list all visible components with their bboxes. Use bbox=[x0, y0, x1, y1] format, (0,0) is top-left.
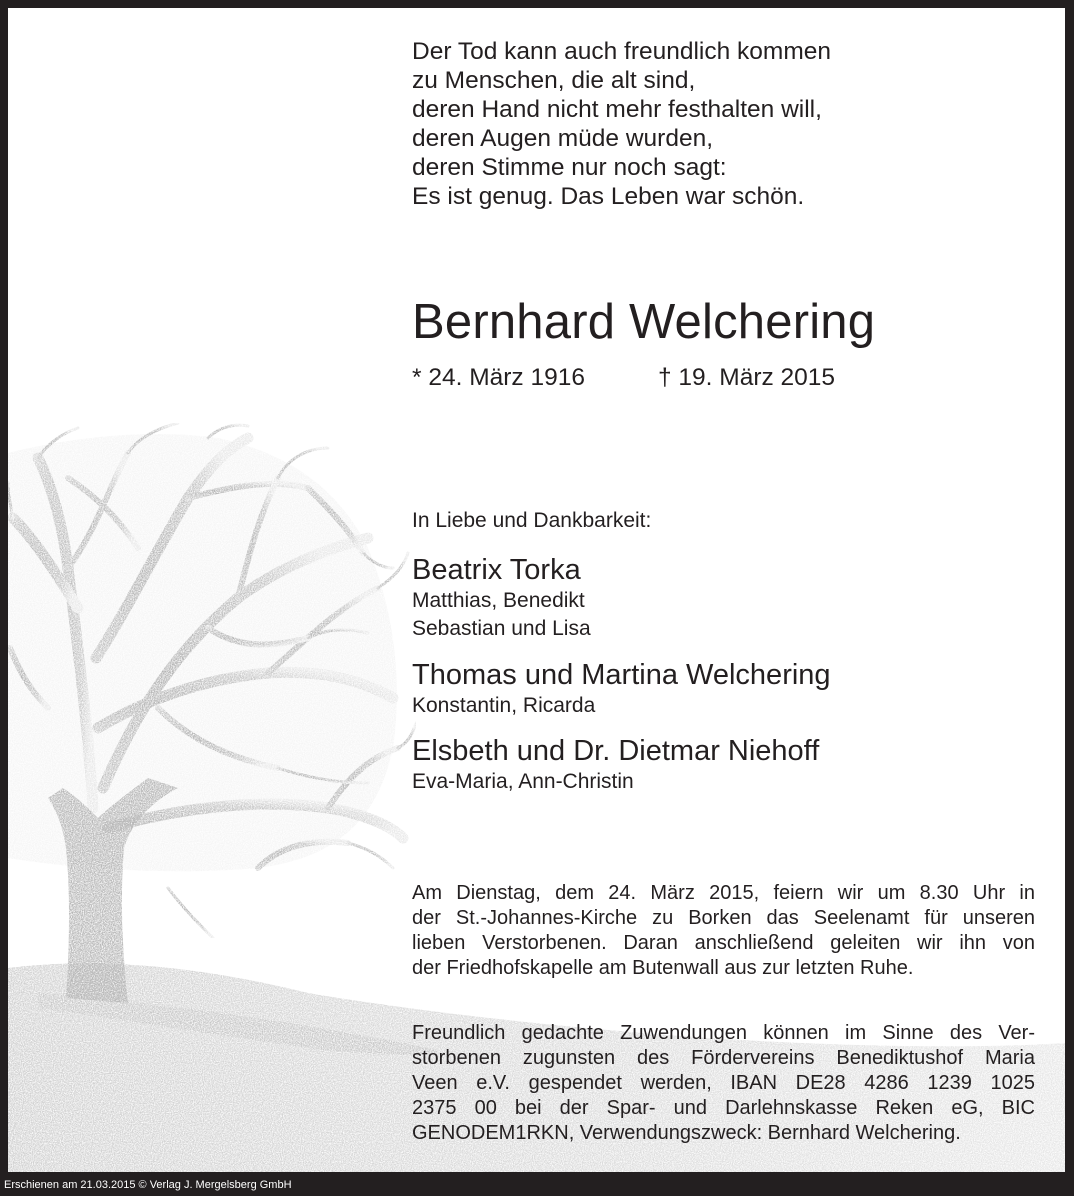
birth-date: * 24. März 1916 bbox=[412, 364, 585, 391]
mourner-family bbox=[412, 734, 819, 796]
poem-line: deren Stimme nur noch sagt: bbox=[412, 154, 727, 181]
poem-line: zu Menschen, die alt sind, bbox=[412, 67, 696, 94]
mourner-family bbox=[412, 553, 591, 643]
donation-line: storbenen zugunsten des Fördervereins Benediktushof Maria bbox=[412, 1047, 1035, 1069]
publication-caption: Erschienen am 21.03.2015 © Verlag J. Mergelsberg GmbH bbox=[4, 1179, 292, 1191]
family-member: Sebastian und Lisa bbox=[412, 617, 591, 640]
service-line: der St.-Johannes-Kirche zu Borken das Seelenamt für unseren bbox=[412, 907, 1035, 929]
service-line: lieben Verstorbenen. Daran anschließend geleiten wir ihn von bbox=[412, 932, 1035, 954]
family-head: Beatrix Torka bbox=[412, 554, 581, 586]
obituary-panel bbox=[8, 8, 1065, 1172]
poem bbox=[412, 37, 831, 211]
family-member: Eva-Maria, Ann-Christin bbox=[412, 770, 634, 793]
deceased-name: Bernhard Welchering bbox=[412, 295, 876, 349]
family-head: Thomas und Martina Welchering bbox=[412, 659, 831, 691]
service-line: der Friedhofskapelle am Butenwall aus zur letzten Ruhe. bbox=[412, 957, 914, 979]
poem-line: deren Hand nicht mehr festhalten will, bbox=[412, 96, 822, 123]
mourner-family bbox=[412, 658, 831, 720]
family-member: Konstantin, Ricarda bbox=[412, 694, 596, 717]
mourners-intro: In Liebe und Dankbarkeit: bbox=[412, 509, 652, 532]
service-line: Am Dienstag, dem 24. März 2015, feiern wir um 8.30 Uhr in bbox=[412, 882, 1035, 904]
poem-line: Es ist genug. Das Leben war schön. bbox=[412, 183, 805, 210]
family-member: Matthias, Benedikt bbox=[412, 589, 585, 612]
life-dates bbox=[412, 363, 836, 393]
service-announcement bbox=[412, 881, 1035, 981]
donation-notice bbox=[412, 1021, 1035, 1146]
death-date: † 19. März 2015 bbox=[658, 364, 836, 391]
donation-line: 2375 00 bei der Spar- und Darlehnskasse Reken eG, BIC bbox=[412, 1097, 1035, 1119]
donation-line: Freundlich gedachte Zuwendungen können im Sinne des Ver- bbox=[412, 1022, 1035, 1044]
poem-line: deren Augen müde wurden, bbox=[412, 125, 714, 152]
family-head: Elsbeth und Dr. Dietmar Niehoff bbox=[412, 735, 820, 767]
poem-line: Der Tod kann auch freundlich kommen bbox=[412, 38, 832, 65]
donation-line: Veen e.V. gespendet werden, IBAN DE28 4286 1239 1025 bbox=[412, 1072, 1035, 1094]
donation-line: GENODEM1RKN, Verwendungszweck: Bernhard Welchering. bbox=[412, 1122, 961, 1144]
